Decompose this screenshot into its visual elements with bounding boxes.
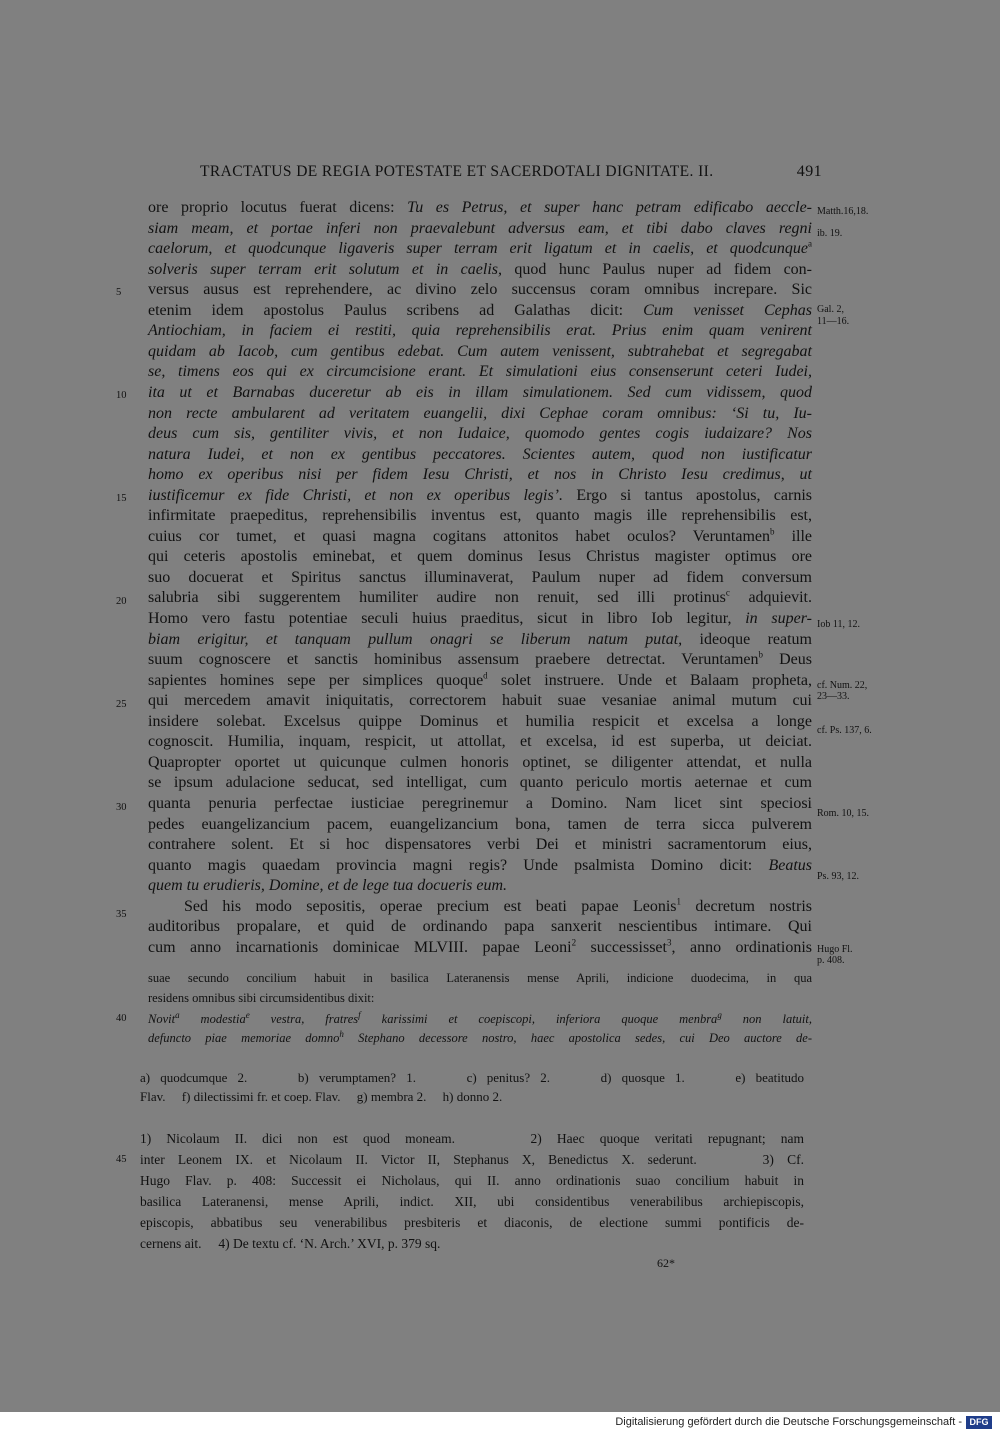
line-number: 45 — [116, 1154, 127, 1165]
text-line — [148, 609, 812, 629]
text-run: a — [808, 238, 812, 249]
text-run: Novit — [148, 1012, 176, 1026]
text-line — [148, 712, 812, 732]
line-number: 20 — [116, 596, 127, 607]
margin-reference: 11—16. — [817, 316, 850, 327]
text-run: Sed his modo sepositis, operae precium est beati papae Leonis — [184, 897, 677, 915]
text-run: infirmitate praepeditus, reprehensibilis inventus est, quanto magis ille reprehensibilis est, — [148, 507, 812, 525]
margin-reference: Iob 11, 12. — [817, 619, 860, 630]
running-header — [200, 163, 822, 181]
text-run: e — [245, 1009, 250, 1020]
text-line — [148, 753, 812, 773]
text-line — [148, 630, 812, 650]
text-run: natura Iudei, et non ex gentibus peccatores. Scientes autem, quod non iustificatur — [148, 445, 812, 463]
text-run: versus ausus est reprehendere, ac divino zelo succensus coram omnibus increpare. Sic — [148, 281, 812, 299]
margin-reference: ib. 19. — [817, 228, 843, 239]
text-run: non recte ambularent ad veritatem euangelii, dixi Cephae coram omnibus: ‘Si tu, Iu- — [148, 404, 812, 422]
text-line — [148, 506, 812, 526]
text-run: g — [717, 1009, 722, 1020]
text-run: homo ex operibus nisi per fidem Iesu Christi, et nos in Christo Iesu credimus, ut — [148, 466, 812, 484]
text-line — [148, 588, 812, 608]
text-run: deus cum sis, gentiliter vivis, et non Iudaice, quomodo gentes cogis iudaizare? Nos — [148, 425, 812, 443]
margin-reference: Rom. 10, 15. — [817, 808, 869, 819]
footnote-line: basilica Lateranensi, mense Aprili, indict. XII, ubi considentibus venerabilibus archiepiscopis, — [140, 1194, 804, 1209]
text-run: caelorum, et quodcunque ligaveris super terram erit ligatum et in caelis, et quodcunque — [148, 240, 808, 258]
text-run: biam erigitur, et tanquam pullum onagri se liberum natum putat, — [148, 630, 683, 648]
text-run: modestia — [179, 1012, 246, 1026]
text-run: pedes euangelizancium pacem, euangelizancium bona, tamen de terra sicca pulverem — [148, 815, 812, 833]
text-line — [148, 815, 812, 835]
footnote-line: cernens ait. 4) De textu cf. ‘N. Arch.’ XVI, p. 379 sq. — [140, 1236, 441, 1251]
text-run: salubria sibi suggerentem humiliter audire non renuit, sed illi protinus — [148, 589, 726, 607]
text-line — [148, 321, 812, 341]
text-run: siam meam, et portae inferi non praevalebunt adversus eam, et tibi dabo claves regni — [148, 219, 812, 237]
text-line — [148, 362, 812, 382]
text-run: 1 — [676, 896, 682, 907]
footnote-line: inter Leonem IX. et Nicolaum II. Victor II, Stephanus X, Benedictus X. sederunt. 3) Cf. — [140, 1152, 804, 1167]
text-run: etenim idem apostolus Paulus scribens ad Galathas dicit: — [148, 301, 644, 319]
text-run: vestra, fratres — [249, 1012, 359, 1026]
text-run: 2 — [571, 937, 577, 948]
text-run: Beatus — [768, 856, 812, 874]
footnote-line: 1) Nicolaum II. dici non est quod moneam. 2) Haec quoque veritati repugnant; nam — [140, 1131, 804, 1146]
text-line — [148, 732, 812, 752]
text-run: successisset — [576, 938, 667, 956]
text-run: Cum venisset Cephas — [643, 301, 812, 319]
text-run: ita ut et Barnabas duceretur ab eis in illam simulationem. Sed cum vidissem, quod — [148, 383, 812, 401]
footnote-line: Hugo Flav. p. 408: Successit ei Nicholaus, qui II. anno ordinationis suao concilium habuit in — [140, 1173, 804, 1188]
text-run: quanto magis quaedam provincia magni regis? Unde psalmista Domino dicit: — [148, 856, 769, 874]
margin-reference: cf. Num. 22, — [817, 680, 868, 691]
text-run: cognoscit. Humilia, inquam, respicit, ut attollat, et excelsa, id est superba, ut deiciat. — [148, 733, 812, 751]
signature-mark: 62* — [657, 1256, 675, 1270]
text-run: decretum nostris — [681, 897, 812, 915]
text-line — [148, 342, 812, 362]
text-line — [148, 691, 812, 711]
text-run: 3 — [666, 937, 672, 948]
text-run: Tu es Petrus, et super hanc petram edificabo aeccle- — [407, 199, 813, 216]
text-line — [148, 239, 812, 259]
text-run: , anno ordinationis — [671, 938, 812, 956]
text-run: in super- — [745, 610, 812, 627]
line-number: 40 — [116, 1013, 127, 1024]
text-run: Stephano decessore nostro, haec apostolica sedes, cui Deo auctore de- — [343, 1030, 812, 1045]
text-line — [148, 486, 812, 506]
text-line — [148, 424, 812, 444]
text-run: iustificemur ex fide Christi, et non ex operibus legis’. — [148, 486, 564, 504]
text-run: se, timens eos qui ex circumcisione erant. Et simulationi eius consenserunt ceteri Iudei, — [148, 363, 812, 381]
text-run: qui mercedem amavit iniquitatis, correctorem habuit suae vesaniae animal mutum cui — [148, 692, 812, 710]
text-run: sapientes homines sepe per simplices quoque — [148, 671, 484, 689]
text-run: ore proprio locutus fuerat dicens: — [148, 199, 408, 216]
text-run: karissimi et coepiscopi, inferiora quoque menbra — [360, 1012, 718, 1026]
text-run: solveris super terram erit solutum et in caelis, — [148, 260, 503, 278]
text-line — [148, 219, 812, 239]
text-line — [148, 650, 812, 670]
text-run: auditoribus propalare, et quid de ordinando papa sanxerit nescientibus intimare. Qui — [148, 918, 812, 936]
text-line — [148, 968, 812, 988]
text-run: b — [758, 649, 764, 660]
text-line — [148, 773, 812, 793]
text-run: b — [770, 526, 775, 537]
line-number: 5 — [116, 287, 122, 298]
dfg-logo: DFG — [966, 1416, 992, 1429]
text-run: Ergo si tantus apostolus, carnis — [563, 486, 813, 504]
text-run: suum cognoscere et sanctis hominibus assensum praebere detrectat. Veruntamen — [148, 651, 759, 669]
text-line — [184, 897, 812, 917]
text-run: f — [358, 1009, 361, 1020]
text-line — [148, 917, 812, 937]
text-line — [148, 1028, 812, 1048]
text-run: d — [483, 670, 488, 681]
line-number: 15 — [116, 493, 127, 504]
text-run: solet instruere. Unde et Balaam propheta, — [487, 671, 812, 689]
apparatus-line: a) quodcumque 2. b) verumptamen? 1. c) penitus? 2. d) quosque 1. e) beatitudo — [140, 1070, 804, 1085]
text-line — [148, 445, 812, 465]
margin-reference: Hugo Fl. — [817, 944, 853, 955]
text-line — [148, 547, 812, 567]
text-run: adquievit. — [729, 589, 812, 607]
text-run: Antiochiam, in faciem ei restiti, quia reprehensibilis erat. Prius enim quam venirent — [148, 322, 812, 340]
text-line — [148, 794, 812, 814]
text-line — [148, 856, 812, 876]
running-title: TRACTATUS DE REGIA POTESTATE ET SACERDOTALI DIGNITATE. II. — [200, 163, 714, 180]
text-run: c — [725, 588, 730, 599]
line-number: 10 — [116, 390, 127, 401]
text-run: insidere solebat. Excelsus quippe Dominus et humilia respicit et excelsa a longe — [148, 712, 812, 730]
footer-bar — [0, 1412, 1000, 1434]
text-line — [148, 383, 812, 403]
line-number: 35 — [116, 909, 127, 920]
text-line — [148, 280, 812, 300]
text-line — [148, 301, 812, 321]
line-number: 25 — [116, 699, 127, 710]
text-line — [148, 568, 812, 588]
text-run: ille — [774, 527, 813, 545]
text-line — [148, 1009, 812, 1029]
line-number: 30 — [116, 802, 127, 813]
text-run: residens omnibus sibi circumsidentibus dixit: — [148, 990, 375, 1005]
text-run: quem tu erudieris, Domine, et de lege tua docueris eum. — [148, 877, 508, 895]
text-run: defuncto piae memoriae domno — [148, 1030, 340, 1045]
text-line — [148, 876, 812, 896]
footnote-line: episcopis, abbatibus seu venerabilibus presbiteris et diaconis, de electione summi pontificis de- — [140, 1215, 804, 1230]
text-run: Deus — [763, 651, 812, 669]
text-line — [148, 938, 812, 958]
margin-reference: cf. Ps. 137, 6. — [817, 725, 872, 736]
text-run: h — [339, 1028, 344, 1039]
text-run: suae secundo concilium habuit in basilica Lateranensis mense Aprili, indicione duodecima, in qua — [148, 970, 812, 985]
text-run: ideoque reatum — [682, 630, 812, 648]
text-run: non latuit, — [721, 1012, 812, 1026]
funding-note: Digitalisierung gefördert durch die Deutsche Forschungsgemeinschaft - — [615, 1416, 962, 1428]
text-line — [148, 527, 812, 547]
margin-reference: Matth.16,18. — [817, 206, 869, 217]
text-run: quanta penuria perfectae iusticiae peregrinemur a Domino. Nam licet sint speciosi — [148, 794, 812, 812]
text-run: quidam ab Iacob, cum gentibus edebat. Cum autem venissent, subtrahebat et segregabat — [148, 342, 812, 360]
margin-reference: 23—33. — [817, 691, 850, 702]
text-run: Quapropter oportet ut quicunque culmen honoris optinet, se diligenter attendat, et nulla — [148, 753, 812, 771]
text-run: contrahere solent. Et si hoc dispensatores verbi Dei et ministri sacramentorum eius, — [148, 836, 812, 854]
text-run: cuius cor tumet, et quasi magna cogitans attonitos habet oculos? Veruntamen — [148, 527, 771, 545]
text-line — [148, 465, 812, 485]
text-line — [148, 671, 812, 691]
text-line — [148, 835, 812, 855]
text-run: se ipsum adulacione seducat, sed intelligat, cum quanto periculo mortis aeternae et cum — [148, 774, 812, 792]
text-line — [148, 404, 812, 424]
text-line — [148, 260, 812, 280]
text-run: cum anno incarnationis dominicae MLVIII. papae Leoni — [148, 938, 572, 956]
text-line — [148, 988, 812, 1008]
text-run: qui ceteris apostolis eminebat, et quem dominus Iesus Christus magister optimus ore — [148, 548, 812, 566]
text-run: a — [175, 1009, 180, 1020]
text-line — [148, 198, 812, 218]
margin-reference: Ps. 93, 12. — [817, 871, 859, 882]
apparatus-line: Flav. f) dilectissimi fr. et coep. Flav. g) membra 2. h) donno 2. — [140, 1089, 503, 1104]
margin-reference: p. 408. — [817, 955, 845, 966]
text-run: Homo vero fastu potentiae seculi huius praeditus, sicut in libro Iob legitur, — [148, 610, 746, 627]
text-run: quod hunc Paulus nuper ad fidem con- — [502, 260, 812, 278]
text-run: suo docuerat et Spiritus sanctus illuminaverat, Paulum nuper ad fidem conversum — [148, 568, 812, 586]
margin-reference: Gal. 2, — [817, 304, 844, 315]
page-number: 491 — [796, 163, 822, 180]
